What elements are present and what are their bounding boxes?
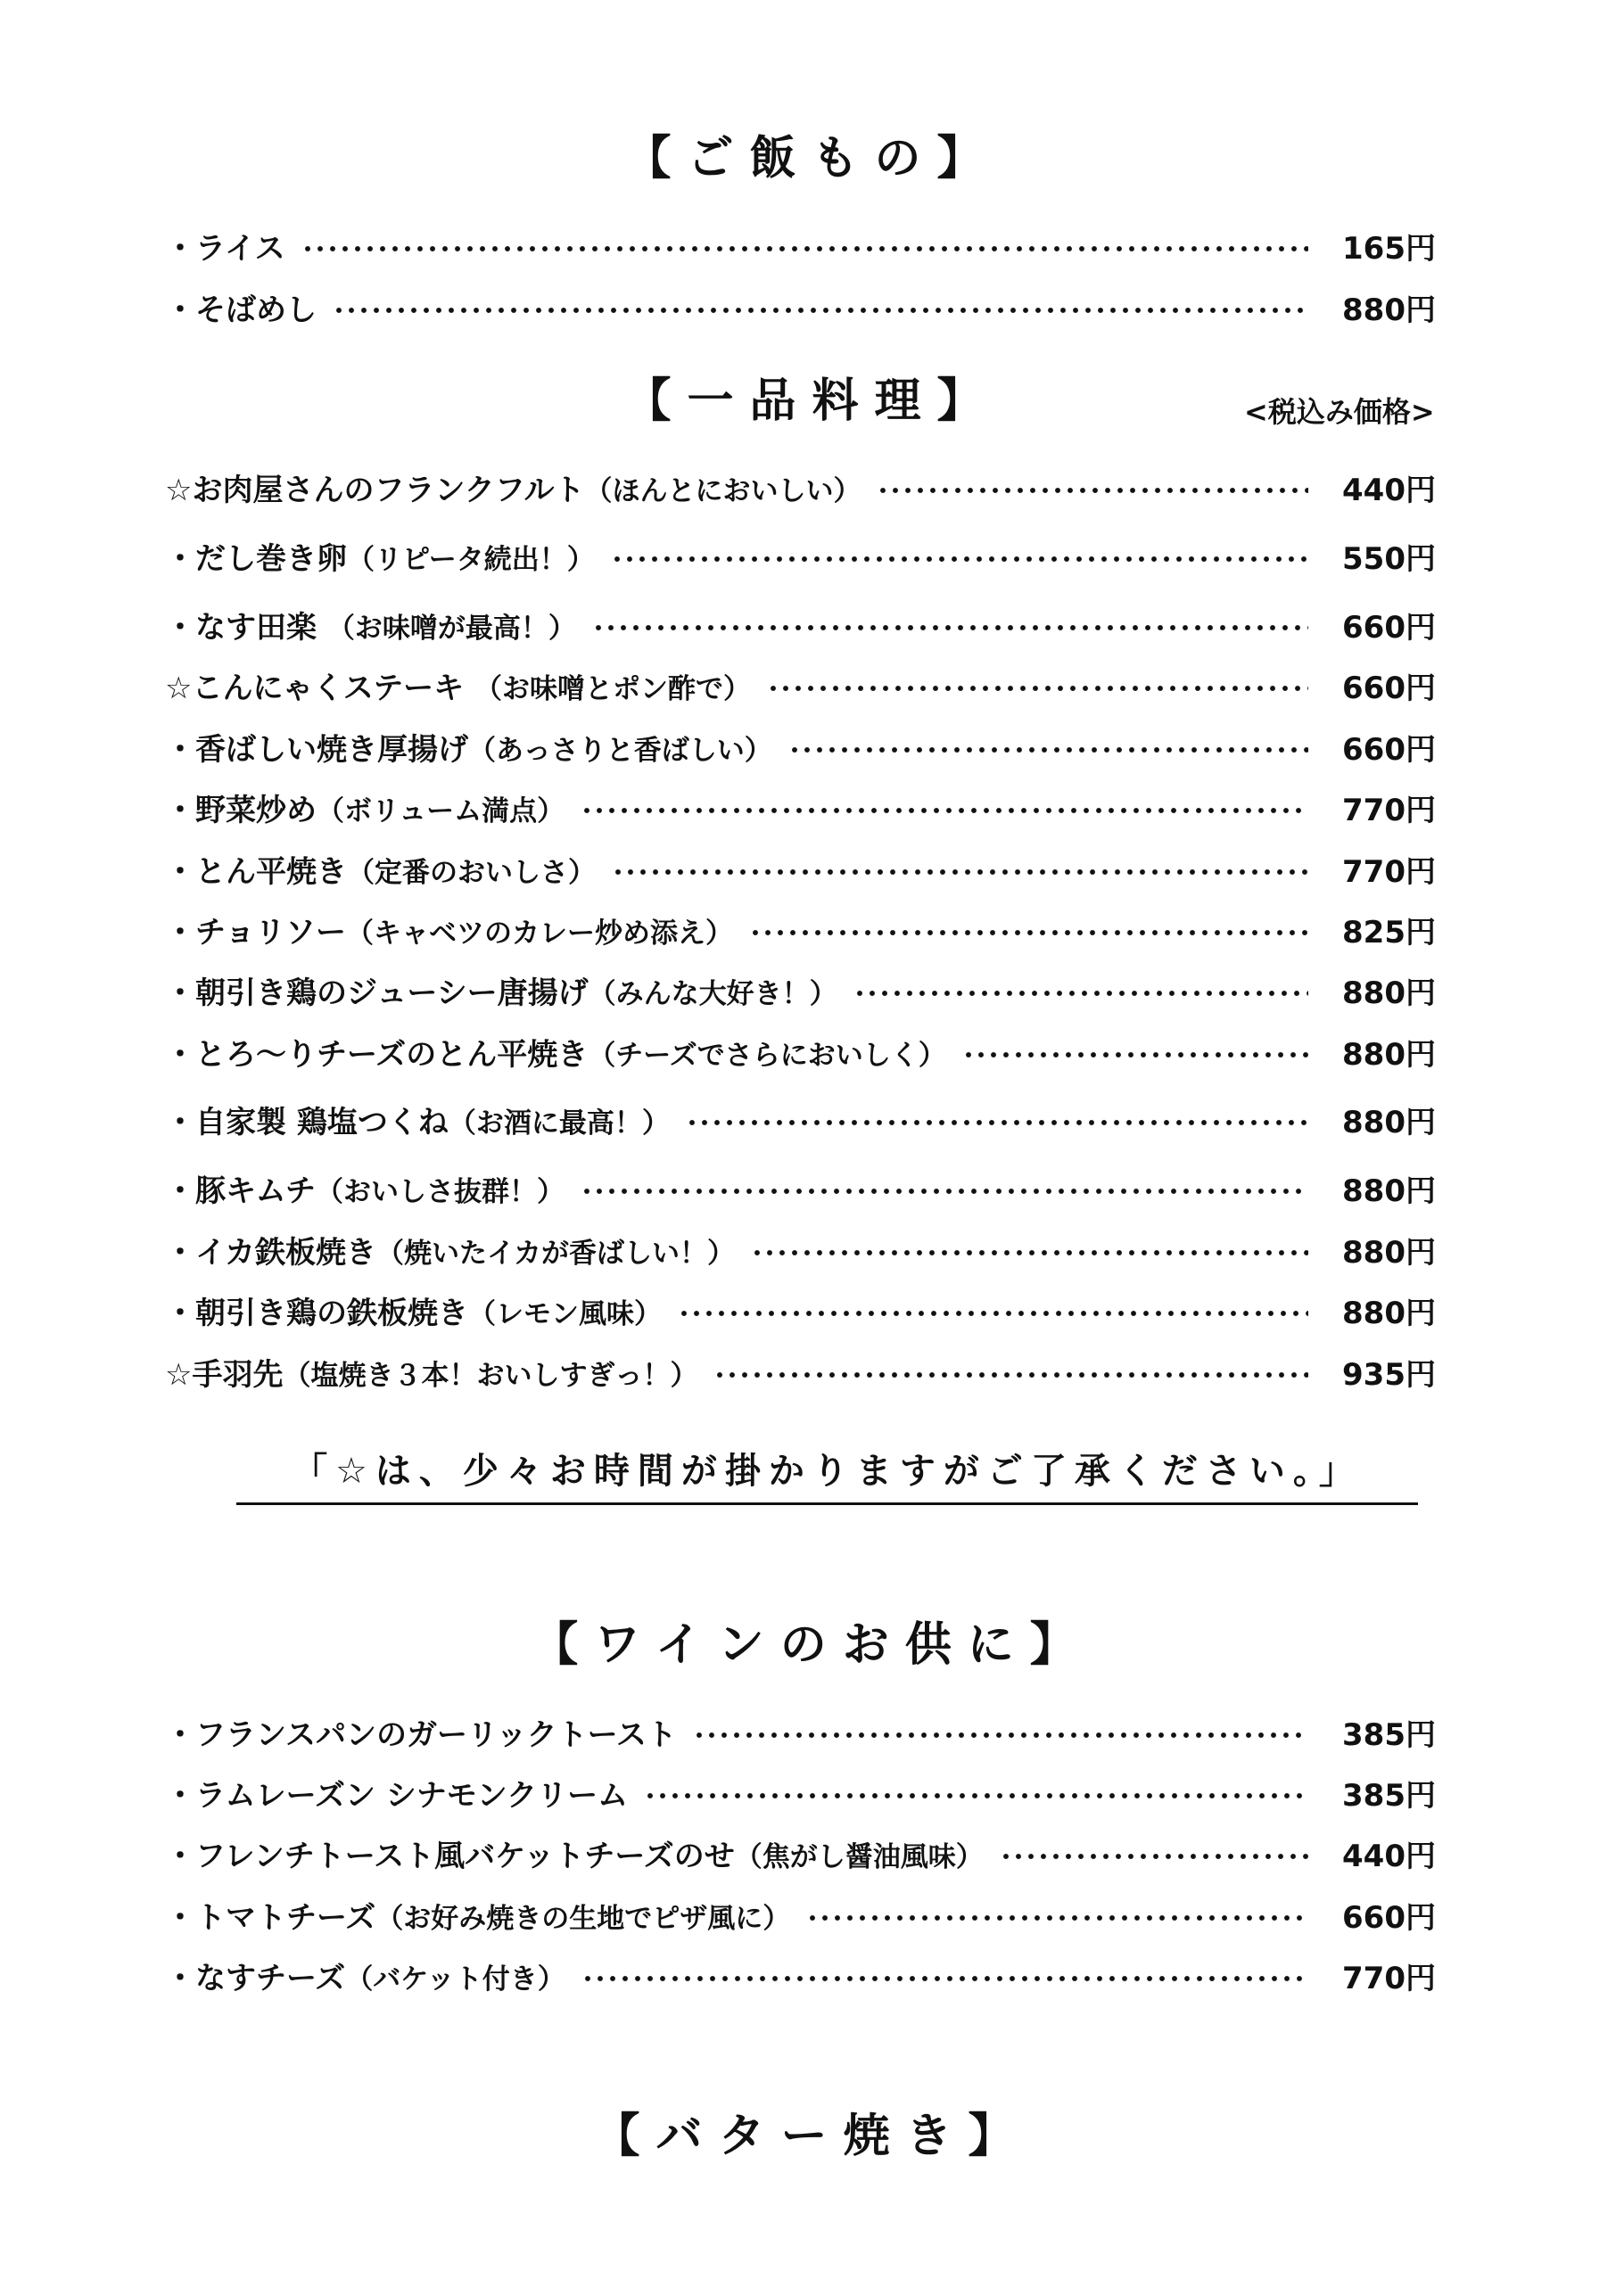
item-price: 880円 xyxy=(1342,1235,1436,1271)
item-name: ・フランスパンのガーリックトースト xyxy=(165,1716,677,1753)
dot-leader xyxy=(333,307,1308,314)
item-price: 770円 xyxy=(1342,854,1436,890)
dot-leader xyxy=(678,1310,1308,1317)
item-name: ・ラムレーズン シナモンクリーム xyxy=(165,1777,629,1814)
menu-item xyxy=(165,1836,1436,1877)
menu-item xyxy=(165,1958,1436,1999)
item-name: ・トマトチーズ（お好み焼きの生地でピザ風に） xyxy=(165,1899,791,1936)
item-price: 660円 xyxy=(1342,671,1436,706)
menu-item xyxy=(165,668,1436,709)
dot-leader xyxy=(767,685,1308,692)
item-price: 660円 xyxy=(1342,732,1436,768)
section-heading-rice: 【ご飯もの】 xyxy=(624,132,1000,185)
menu-item xyxy=(165,1102,1436,1143)
item-price: 880円 xyxy=(1342,1173,1436,1209)
item-name: ・なすチーズ（バケット付き） xyxy=(165,1960,565,1996)
item-price: 935円 xyxy=(1342,1357,1436,1393)
item-price: 770円 xyxy=(1342,793,1436,828)
menu-item xyxy=(165,912,1436,953)
item-price: 880円 xyxy=(1342,1296,1436,1331)
item-name: ・とろ〜りチーズのとん平焼き（チーズでさらにおいしく） xyxy=(165,1036,946,1073)
tax-included-note: <税込み価格> xyxy=(1244,395,1435,429)
menu-item xyxy=(165,539,1436,580)
item-name: ・朝引き鶏の鉄板焼き（レモン風味） xyxy=(165,1295,662,1331)
dot-leader xyxy=(581,807,1308,814)
dot-leader xyxy=(611,555,1308,563)
item-price: 880円 xyxy=(1342,1105,1436,1140)
item-name: ・野菜炒め（ボリューム満点） xyxy=(165,792,565,828)
item-name: ・なす田楽 （お味噌が最高！） xyxy=(165,609,576,646)
item-price: 660円 xyxy=(1342,1900,1436,1936)
item-name: ・チョリソー（キャベツのカレー炒め添え） xyxy=(165,914,733,950)
dot-leader xyxy=(788,746,1308,753)
menu-item xyxy=(165,790,1436,831)
dot-leader xyxy=(962,1051,1308,1058)
item-price: 880円 xyxy=(1342,975,1436,1011)
item-name: ☆こんにゃくステーキ （お味噌とポン酢で） xyxy=(165,670,751,706)
item-price: 825円 xyxy=(1342,915,1436,950)
section-heading-butter: 【バター焼き】 xyxy=(593,2110,1031,2163)
menu-item xyxy=(165,729,1436,770)
dot-leader xyxy=(581,1188,1308,1195)
item-price: 770円 xyxy=(1342,1961,1436,1996)
item-name: ☆お肉屋さんのフランクフルト（ほんとにおいしい） xyxy=(165,472,861,508)
dot-leader xyxy=(581,1975,1308,1982)
item-price: 440円 xyxy=(1342,1839,1436,1874)
item-name: ・ライス xyxy=(165,230,285,267)
dot-leader xyxy=(853,990,1308,997)
menu-item xyxy=(165,852,1436,893)
item-name: ・そばめし xyxy=(165,292,317,328)
menu-item xyxy=(165,1775,1436,1816)
menu-item xyxy=(165,1354,1436,1395)
item-price: 550円 xyxy=(1342,541,1436,577)
item-name: ・朝引き鶏のジューシー唐揚げ（みんな大好き！） xyxy=(165,975,837,1011)
menu-item xyxy=(165,973,1436,1014)
dot-leader xyxy=(592,624,1308,631)
item-price: 880円 xyxy=(1342,1037,1436,1073)
item-price: 880円 xyxy=(1342,292,1436,328)
item-price: 165円 xyxy=(1342,231,1436,267)
item-name: ☆手羽先（塩焼き３本！おいしすぎっ！） xyxy=(165,1356,698,1393)
item-name: ・とん平焼き（定番のおいしさ） xyxy=(165,853,596,890)
menu-item xyxy=(165,607,1436,648)
menu-item xyxy=(165,1293,1436,1334)
menu-item xyxy=(165,1897,1436,1938)
dot-leader xyxy=(1000,1853,1308,1860)
section-heading-wine: 【ワインのお供に】 xyxy=(532,1618,1092,1672)
section-heading-dishes: 【一品料理】 xyxy=(624,374,1000,428)
item-name: ・自家製 鶏塩つくね（お酒に最高！） xyxy=(165,1104,670,1140)
item-name: ・イカ鉄板焼き（焼いたイカが香ばしい！） xyxy=(165,1234,736,1271)
menu-item xyxy=(165,1034,1436,1075)
dot-leader xyxy=(751,1249,1308,1256)
menu-item xyxy=(165,1171,1436,1212)
dot-leader xyxy=(749,929,1308,936)
wait-time-notice: 「☆は、少々お時間が掛かりますがご了承ください。」 xyxy=(236,1449,1418,1505)
menu-item xyxy=(165,1232,1436,1273)
dot-leader xyxy=(693,1732,1308,1739)
item-name: ・香ばしい焼き厚揚げ（あっさりと香ばしい） xyxy=(165,731,772,768)
item-price: 440円 xyxy=(1342,473,1436,508)
menu-item xyxy=(165,1715,1436,1756)
dot-leader xyxy=(806,1914,1308,1922)
menu-item xyxy=(165,228,1436,269)
item-price: 660円 xyxy=(1342,610,1436,646)
item-name: ・フレンチトースト風バケットチーズのせ（焦がし醤油風味） xyxy=(165,1838,984,1874)
dot-leader xyxy=(713,1371,1308,1378)
item-price: 385円 xyxy=(1342,1717,1436,1753)
dot-leader xyxy=(686,1119,1308,1126)
item-name: ・豚キムチ（おいしさ抜群！） xyxy=(165,1173,565,1209)
menu-item xyxy=(165,290,1436,331)
dot-leader xyxy=(612,868,1308,876)
menu-item xyxy=(165,470,1436,511)
dot-leader xyxy=(301,245,1308,252)
dot-leader xyxy=(644,1792,1308,1799)
dot-leader xyxy=(877,487,1308,494)
item-price: 385円 xyxy=(1342,1778,1436,1814)
item-name: ・だし巻き卵（リピータ続出！） xyxy=(165,540,595,577)
